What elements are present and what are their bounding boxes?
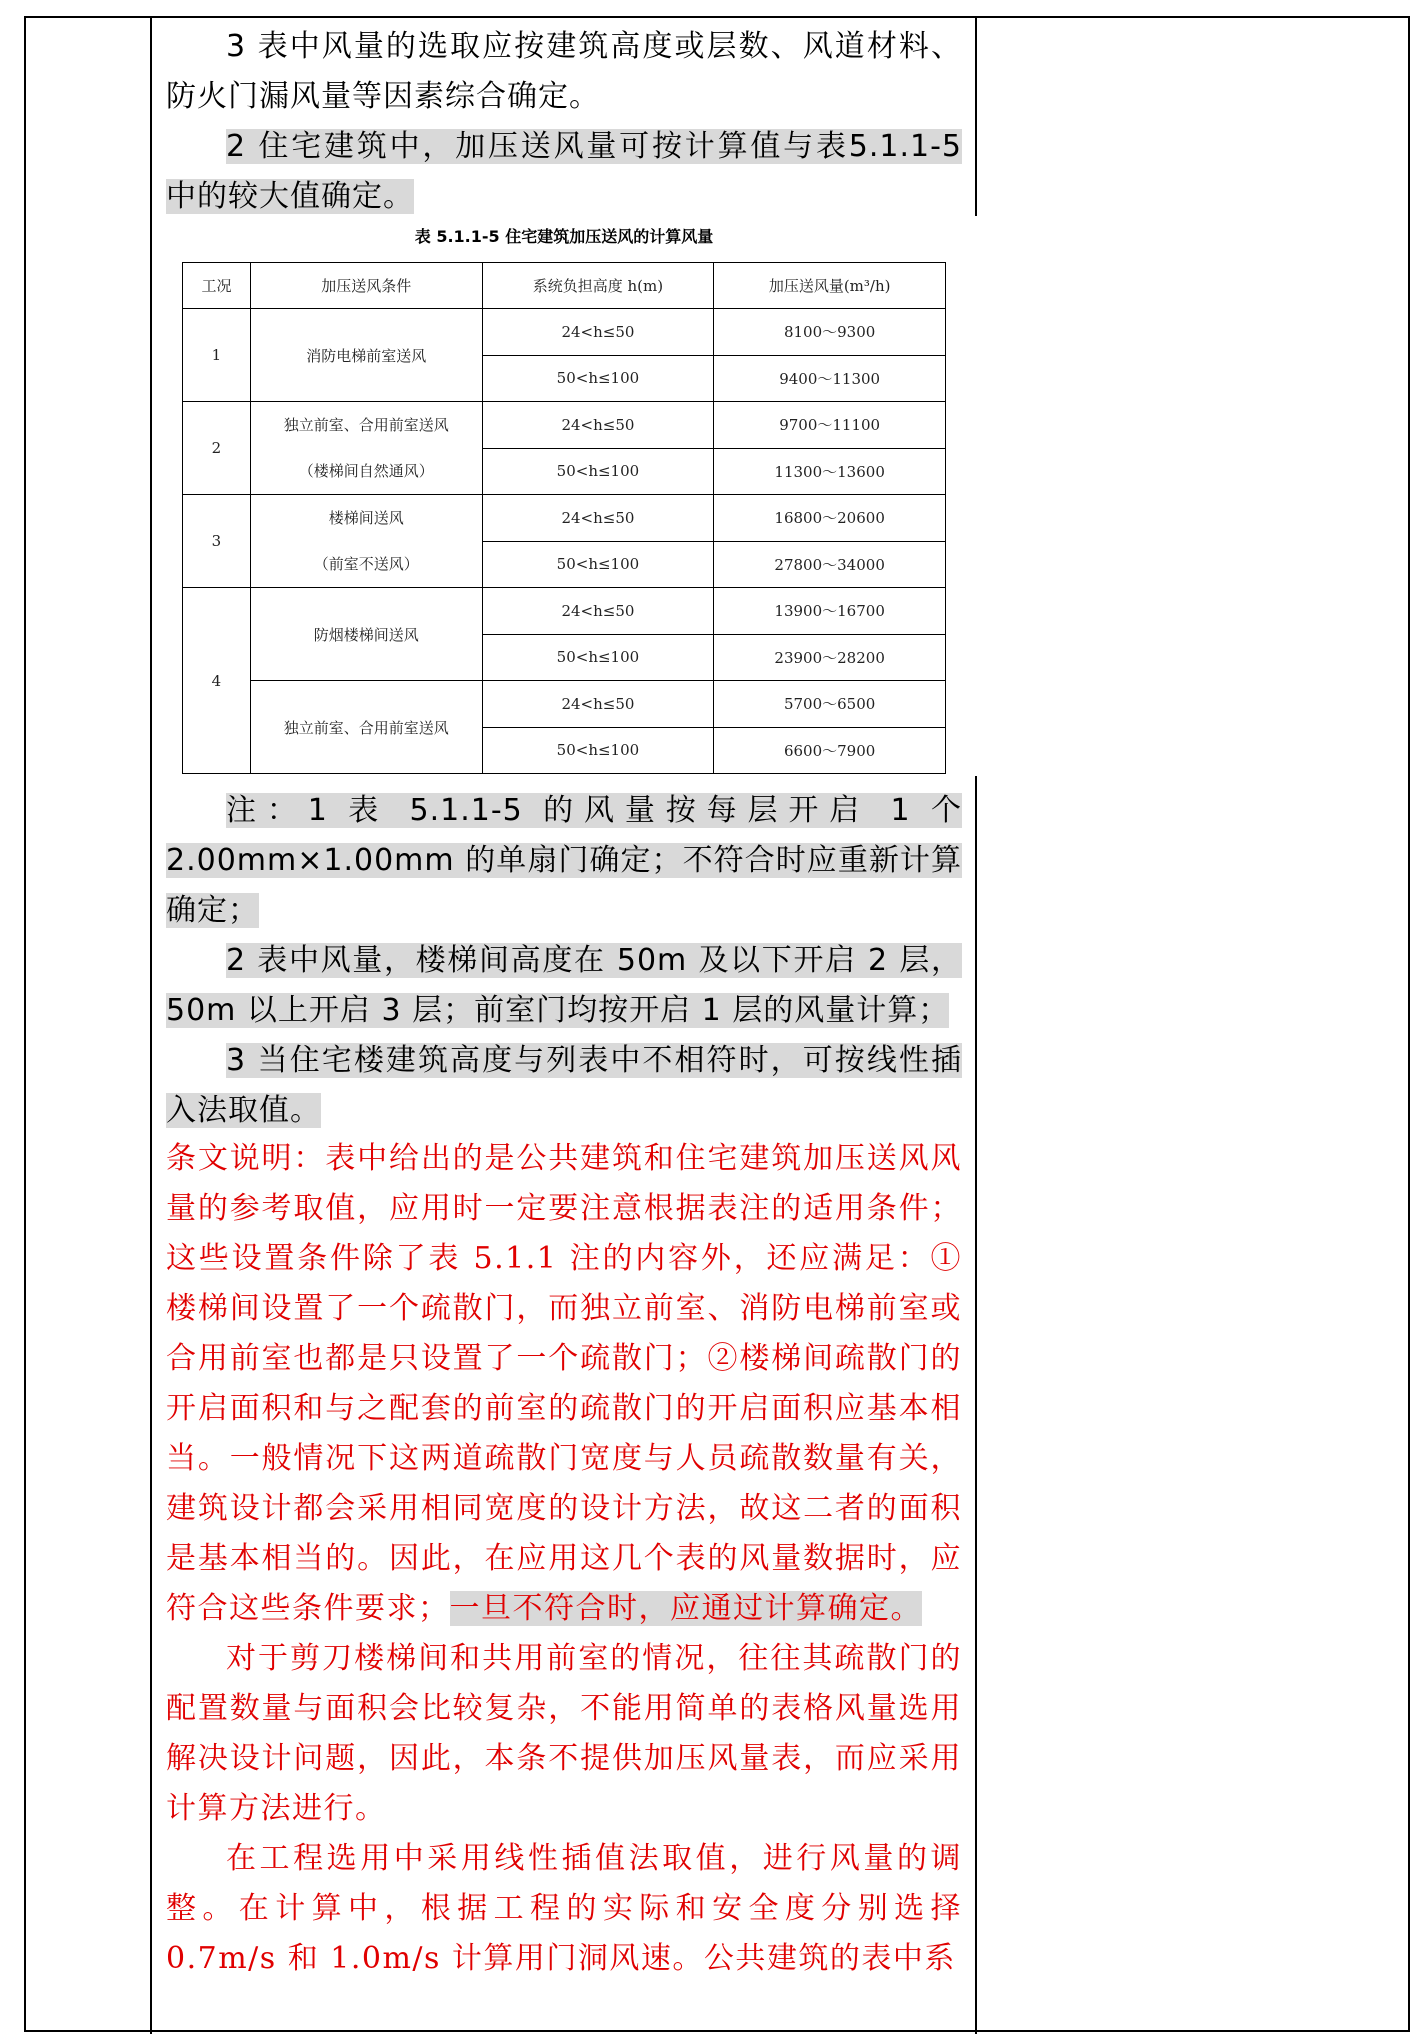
height-cell: 24<h≤50 <box>482 588 714 635</box>
airflow-cell: 6600～7900 <box>714 727 946 774</box>
height-cell: 50<h≤100 <box>482 448 714 495</box>
airflow-table <box>182 262 946 774</box>
commentary-p1-highlight: 一旦不符合时，应通过计算确定。 <box>449 1591 922 1626</box>
table-row <box>183 402 946 449</box>
table-header-row <box>183 263 946 309</box>
condition-line: （楼梯间自然通风） <box>298 462 434 480</box>
clause-item-2-text: 2 住宅建筑中，加压送风量可按计算值与表5.1.1-5 中的较大值确定。 <box>166 129 962 214</box>
airflow-cell: 27800～34000 <box>714 541 946 588</box>
commentary-paragraph-1 <box>166 1134 962 1634</box>
airflow-cell: 13900～16700 <box>714 588 946 635</box>
condition-cell: 消防电梯前室送风 <box>250 309 482 402</box>
table-row <box>183 681 946 728</box>
condition-cell <box>250 495 482 588</box>
commentary-paragraph-2: 对于剪刀楼梯间和共用前室的情况，往往其疏散门的配置数量与面积会比较复杂，不能用简单的表格风量选用解决设计问题，因此，本条不提供加压风量表，而应采用计算方法进行。 <box>166 1641 962 1826</box>
condition-cell: 独立前室、合用前室送风 <box>250 681 482 774</box>
upper-clauses <box>166 22 962 222</box>
case-cell: 4 <box>183 588 251 774</box>
height-cell: 50<h≤100 <box>482 727 714 774</box>
right-column-divider-bottom <box>975 776 977 2034</box>
table-notes <box>166 786 962 1136</box>
height-cell: 50<h≤100 <box>482 541 714 588</box>
airflow-cell: 9400～11300 <box>714 355 946 402</box>
table-row <box>183 309 946 356</box>
condition-line: 独立前室、合用前室送风 <box>283 416 449 434</box>
condition-cell: 防烟楼梯间送风 <box>250 588 482 681</box>
height-cell: 24<h≤50 <box>482 402 714 449</box>
left-column-divider <box>150 16 152 2034</box>
height-cell: 24<h≤50 <box>482 681 714 728</box>
header-height: 系统负担高度 h(m) <box>482 263 714 309</box>
clause-item-2 <box>166 122 962 222</box>
note-1-text: 注：1 表 5.1.1-5 的风量按每层开启 1 个2.00mm×1.00mm 的单扇门确定；不符合时应重新计算确定； <box>166 793 962 928</box>
height-cell: 24<h≤50 <box>482 495 714 542</box>
condition-cell <box>250 402 482 495</box>
note-3 <box>166 1036 962 1136</box>
header-condition: 加压送风条件 <box>250 263 482 309</box>
condition-line: （前室不送风） <box>313 555 419 573</box>
airflow-cell: 5700～6500 <box>714 681 946 728</box>
table-title: 表 5.1.1-5 住宅建筑加压送风的计算风量 <box>414 227 714 246</box>
height-cell: 50<h≤100 <box>482 355 714 402</box>
case-cell: 3 <box>183 495 251 588</box>
commentary <box>166 1134 962 1984</box>
header-airflow: 加压送风量(m³/h) <box>714 263 946 309</box>
clause-item-3: 3 表中风量的选取应按建筑高度或层数、风道材料、防火门漏风量等因素综合确定。 <box>166 29 962 114</box>
condition-line: 楼梯间送风 <box>328 509 404 527</box>
right-column-divider-top <box>975 16 977 216</box>
note-2 <box>166 936 962 1036</box>
commentary-paragraph-3: 在工程选用中采用线性插值法取值，进行风量的调整。在计算中，根据工程的实际和安全度分别选择0.7m/s 和 1.0m/s 计算用门洞风速。公共建筑的表中系 <box>166 1841 962 1976</box>
case-cell: 1 <box>183 309 251 402</box>
height-cell: 50<h≤100 <box>482 634 714 681</box>
airflow-cell: 11300～13600 <box>714 448 946 495</box>
note-3-text: 3 当住宅楼建筑高度与列表中不相符时，可按线性插入法取值。 <box>166 1043 962 1128</box>
case-cell: 2 <box>183 402 251 495</box>
height-cell: 24<h≤50 <box>482 309 714 356</box>
airflow-table-wrap <box>182 262 946 772</box>
commentary-p1-text: 条文说明：表中给出的是公共建筑和住宅建筑加压送风风量的参考取值，应用时一定要注意根据表注的适用条件；这些设置条件除了表 5.1.1 注的内容外，还应满足：①楼梯间设置了一个疏散门，而独立前室、消防电梯前室或合用前室也都是只设置了一个疏散门；②楼梯间疏散门的开启面积和与之配套的前室的疏散门的开启面积应基本相当。一般情况下这两道疏散门宽度与人员疏散数量有关，建筑设计都会采用相同宽度的设计方法，故这二者的面积是基本相当的。因此，在应用这几个表的风量数据时，应符合这些条件要求； <box>166 1141 962 1626</box>
header-case: 工况 <box>183 263 251 309</box>
note-2-text: 2 表中风量，楼梯间高度在 50m 及以下开启 2 层，50m 以上开启 3 层；前室门均按开启 1 层的风量计算； <box>166 943 962 1028</box>
airflow-cell: 16800～20600 <box>714 495 946 542</box>
table-row <box>183 588 946 635</box>
airflow-cell: 23900～28200 <box>714 634 946 681</box>
table-row <box>183 495 946 542</box>
note-1 <box>166 786 962 936</box>
airflow-cell: 9700～11100 <box>714 402 946 449</box>
airflow-cell: 8100～9300 <box>714 309 946 356</box>
